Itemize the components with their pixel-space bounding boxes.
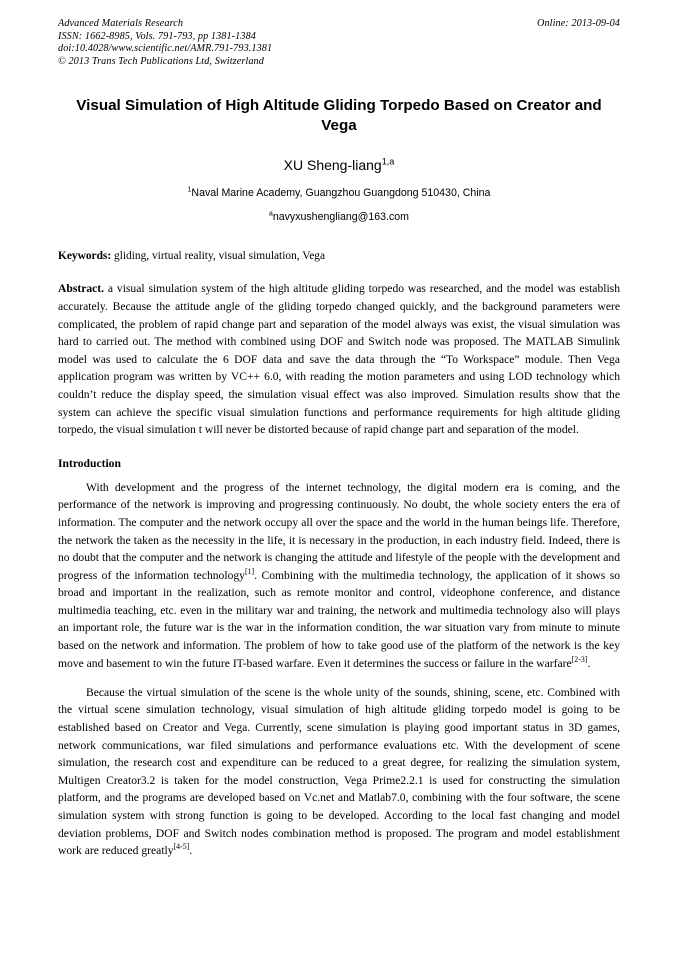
intro-p1-part1: With development and the progress of the internet technology, the digital modern era is coming, and the performance of the network is improving and progressing continuously. No doubt, the whole society enters the era of information. The computer and the network occupy all over the space and the world in the human beings life. Therefore, the network the taken as the necessity in the life, it is necessary in the production, in each industry field. Indeed, there is no doubt that the computer and the network is changing the attitude and lifestyle of the people with the development and progress of the information technology (58, 480, 620, 582)
abstract-label: Abstract. (58, 282, 105, 296)
author-email (58, 211, 620, 223)
author-name-superscript: 1,a (381, 156, 395, 167)
abstract-block (58, 280, 620, 438)
citation-ref-1: [1] (244, 566, 255, 576)
intro-p1-part3: . (587, 656, 591, 670)
citation-ref-2-3: [2-3] (571, 654, 588, 664)
introduction-paragraph-2 (58, 684, 620, 860)
author-affiliation (58, 187, 620, 199)
doi-line: doi:10.4028/www.scientific.net/AMR.791-793.1381 (58, 43, 273, 55)
email-superscript: a (268, 210, 273, 218)
abstract-text: a visual simulation system of the high altitude gliding torpedo was researched, and the model was establish accurately. Because the attitude angle of the gliding torpedo changed quickly, and the background parameters were complicated, the problem of rapid change part and separation of the model always was exist, the visual simulation was hard to carried out. The method with combined using DOF and Switch node was proposed. The MATLAB Simulink model was used to calculate the 6 DOF data and save the data through the “To Workspace” module. Then Vega application program was written by VC++ 6.0, with reading the motion parameters and using LOD technology which couldn’t reduce the display speed, the simulation visual effect was also improved. Simulation results show that the system can achieve the specific visual simulation functions and performance requirements for high altitude gliding torpedo, the visual simulation t will never be distorted because of rapid change part and separation of the model. (58, 282, 620, 437)
intro-p2-part2: . (189, 844, 193, 858)
journal-name: Advanced Materials Research (58, 18, 184, 29)
copyright-line: © 2013 Trans Tech Publications Ltd, Switzerland (58, 55, 264, 67)
intro-p1-part2: . Combining with the multimedia technology, the application of it shows so broad and important in the realization, such as remote monitor and control, videophone conference, and distance multimedia teaching, etc. even in the military war and training, the network and multimedia technology also will plays an important role, the future war is the war in the information condition, the war situation vary from minute to minute based on the network and information. The problem of how to take good use of the platform of the network is the key move and basement to win the future IT-based warfare. Even it determines the success or failure in the warfare (58, 568, 621, 670)
masthead (58, 18, 620, 68)
masthead-top-row (58, 18, 620, 31)
author-name-text: XU Sheng-liang (283, 157, 382, 174)
page-title: Visual Simulation of High Altitude Gliding Torpedo Based on Creator and Vega (76, 97, 602, 134)
email-text: navyxushengliang@163.com (272, 211, 410, 224)
author-name (58, 157, 620, 173)
online-date: Online: 2013-09-04 (536, 18, 620, 29)
keywords-value: gliding, virtual reality, visual simulation, Vega (114, 250, 326, 263)
citation-ref-4-5: [4-5] (173, 842, 190, 852)
keywords-line (58, 249, 620, 263)
keywords-label: Keywords: (58, 250, 112, 263)
introduction-paragraph-1 (58, 479, 620, 673)
issn-line: ISSN: 1662-8985, Vols. 791-793, pp 1381-1384 (58, 30, 256, 42)
affiliation-text: Naval Marine Academy, Guangzhou Guangdong 510430, China (191, 187, 491, 200)
section-heading-introduction: Introduction (58, 456, 121, 470)
intro-p2-part1: Because the virtual simulation of the scene is the whole unity of the sounds, shining, scene, etc. Combined with the virtual scene simulation technology, visual simulation of high altitude gliding torpedo model is going to be established based on Creator and Vega. Currently, scene simulation is playing good important status in 3D games, network communications, war filed simulations and performance evaluations etc. With the development of scene simulation, the research cost and expenditure can be reduced to a great degree, for realizing the simulation system, Multigen Creator3.2 is taken for the model construction, Vega Prime2.2.1 is used for constructing the simulation platform, and the programs are developed based on Vc.net and Matlab7.0, combining with the four software, the scene simulation system with strong function is going to be developed. According to the local fast changing and model deviation problems, DOF and Switch nodes combination method is proposed. The program and model establishment work are reduced greatly (58, 685, 620, 858)
affiliation-superscript: 1 (187, 186, 192, 194)
